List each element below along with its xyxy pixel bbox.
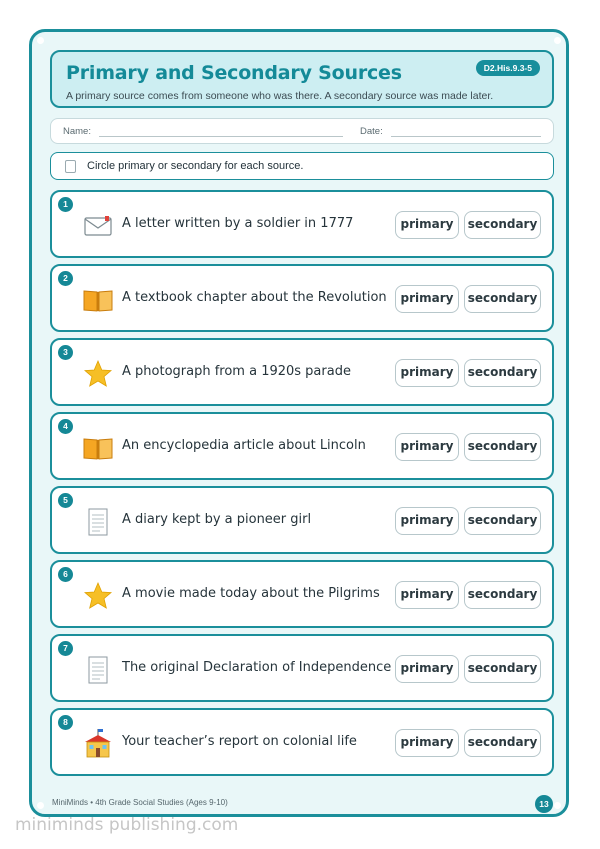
secondary-option[interactable]: secondary	[464, 285, 541, 313]
question-number: 2	[58, 271, 73, 286]
source-description: A diary kept by a pioneer girl	[122, 512, 312, 527]
question-number: 4	[58, 419, 73, 434]
open-book-icon	[82, 432, 114, 464]
source-description: A textbook chapter about the Revolution	[122, 290, 387, 305]
primary-option[interactable]: primary	[395, 729, 459, 757]
title-panel	[50, 50, 554, 108]
instruction-text: Circle primary or secondary for each source.	[87, 160, 304, 172]
page-subtitle: A primary source comes from someone who was there. A secondary source was made later.	[66, 90, 494, 102]
question-card	[50, 412, 554, 480]
question-number: 3	[58, 345, 73, 360]
question-number: 8	[58, 715, 73, 730]
name-date-bar	[50, 118, 554, 144]
source-description: A photograph from a 1920s parade	[122, 364, 351, 379]
star-icon	[82, 580, 114, 612]
name-label: Name:	[63, 126, 91, 137]
page-title: Primary and Secondary Sources	[66, 62, 402, 84]
paper-icon	[82, 654, 114, 686]
secondary-option[interactable]: secondary	[464, 433, 541, 461]
source-description: A letter written by a soldier in 1777	[122, 216, 354, 231]
instruction-bar	[50, 152, 554, 180]
secondary-option[interactable]: secondary	[464, 581, 541, 609]
source-description: The original Declaration of Independence	[122, 660, 392, 675]
standard-badge: D2.His.9.3-5	[476, 60, 540, 76]
envelope-icon	[82, 210, 114, 242]
secondary-option[interactable]: secondary	[464, 507, 541, 535]
page-number: 13	[535, 795, 553, 813]
secondary-option[interactable]: secondary	[464, 211, 541, 239]
checkbox-icon	[65, 160, 76, 173]
corner-dot	[554, 37, 561, 44]
secondary-option[interactable]: secondary	[464, 729, 541, 757]
primary-option[interactable]: primary	[395, 285, 459, 313]
question-number: 1	[58, 197, 73, 212]
watermark: miniminds publishing.com	[15, 815, 239, 835]
footer-text: MiniMinds • 4th Grade Social Studies (Ages 9-10)	[52, 798, 228, 807]
schoolhouse-icon	[82, 728, 114, 760]
source-description: A movie made today about the Pilgrims	[122, 586, 380, 601]
source-description: An encyclopedia article about Lincoln	[122, 438, 366, 453]
primary-option[interactable]: primary	[395, 433, 459, 461]
question-card	[50, 338, 554, 406]
primary-option[interactable]: primary	[395, 581, 459, 609]
secondary-option[interactable]: secondary	[464, 655, 541, 683]
question-card	[50, 634, 554, 702]
worksheet-page	[29, 29, 569, 817]
question-card	[50, 486, 554, 554]
corner-dot	[554, 802, 561, 809]
primary-option[interactable]: primary	[395, 655, 459, 683]
question-card	[50, 264, 554, 332]
question-card	[50, 708, 554, 776]
date-label: Date:	[360, 126, 383, 137]
corner-dot	[37, 37, 44, 44]
primary-option[interactable]: primary	[395, 211, 459, 239]
question-card	[50, 190, 554, 258]
paper-icon	[82, 506, 114, 538]
open-book-icon	[82, 284, 114, 316]
primary-option[interactable]: primary	[395, 359, 459, 387]
question-number: 6	[58, 567, 73, 582]
primary-option[interactable]: primary	[395, 507, 459, 535]
date-field[interactable]	[391, 136, 541, 137]
secondary-option[interactable]: secondary	[464, 359, 541, 387]
name-field[interactable]	[99, 136, 343, 137]
question-number: 7	[58, 641, 73, 656]
question-card	[50, 560, 554, 628]
question-number: 5	[58, 493, 73, 508]
source-description: Your teacher’s report on colonial life	[122, 734, 357, 749]
corner-dot	[37, 802, 44, 809]
star-icon	[82, 358, 114, 390]
